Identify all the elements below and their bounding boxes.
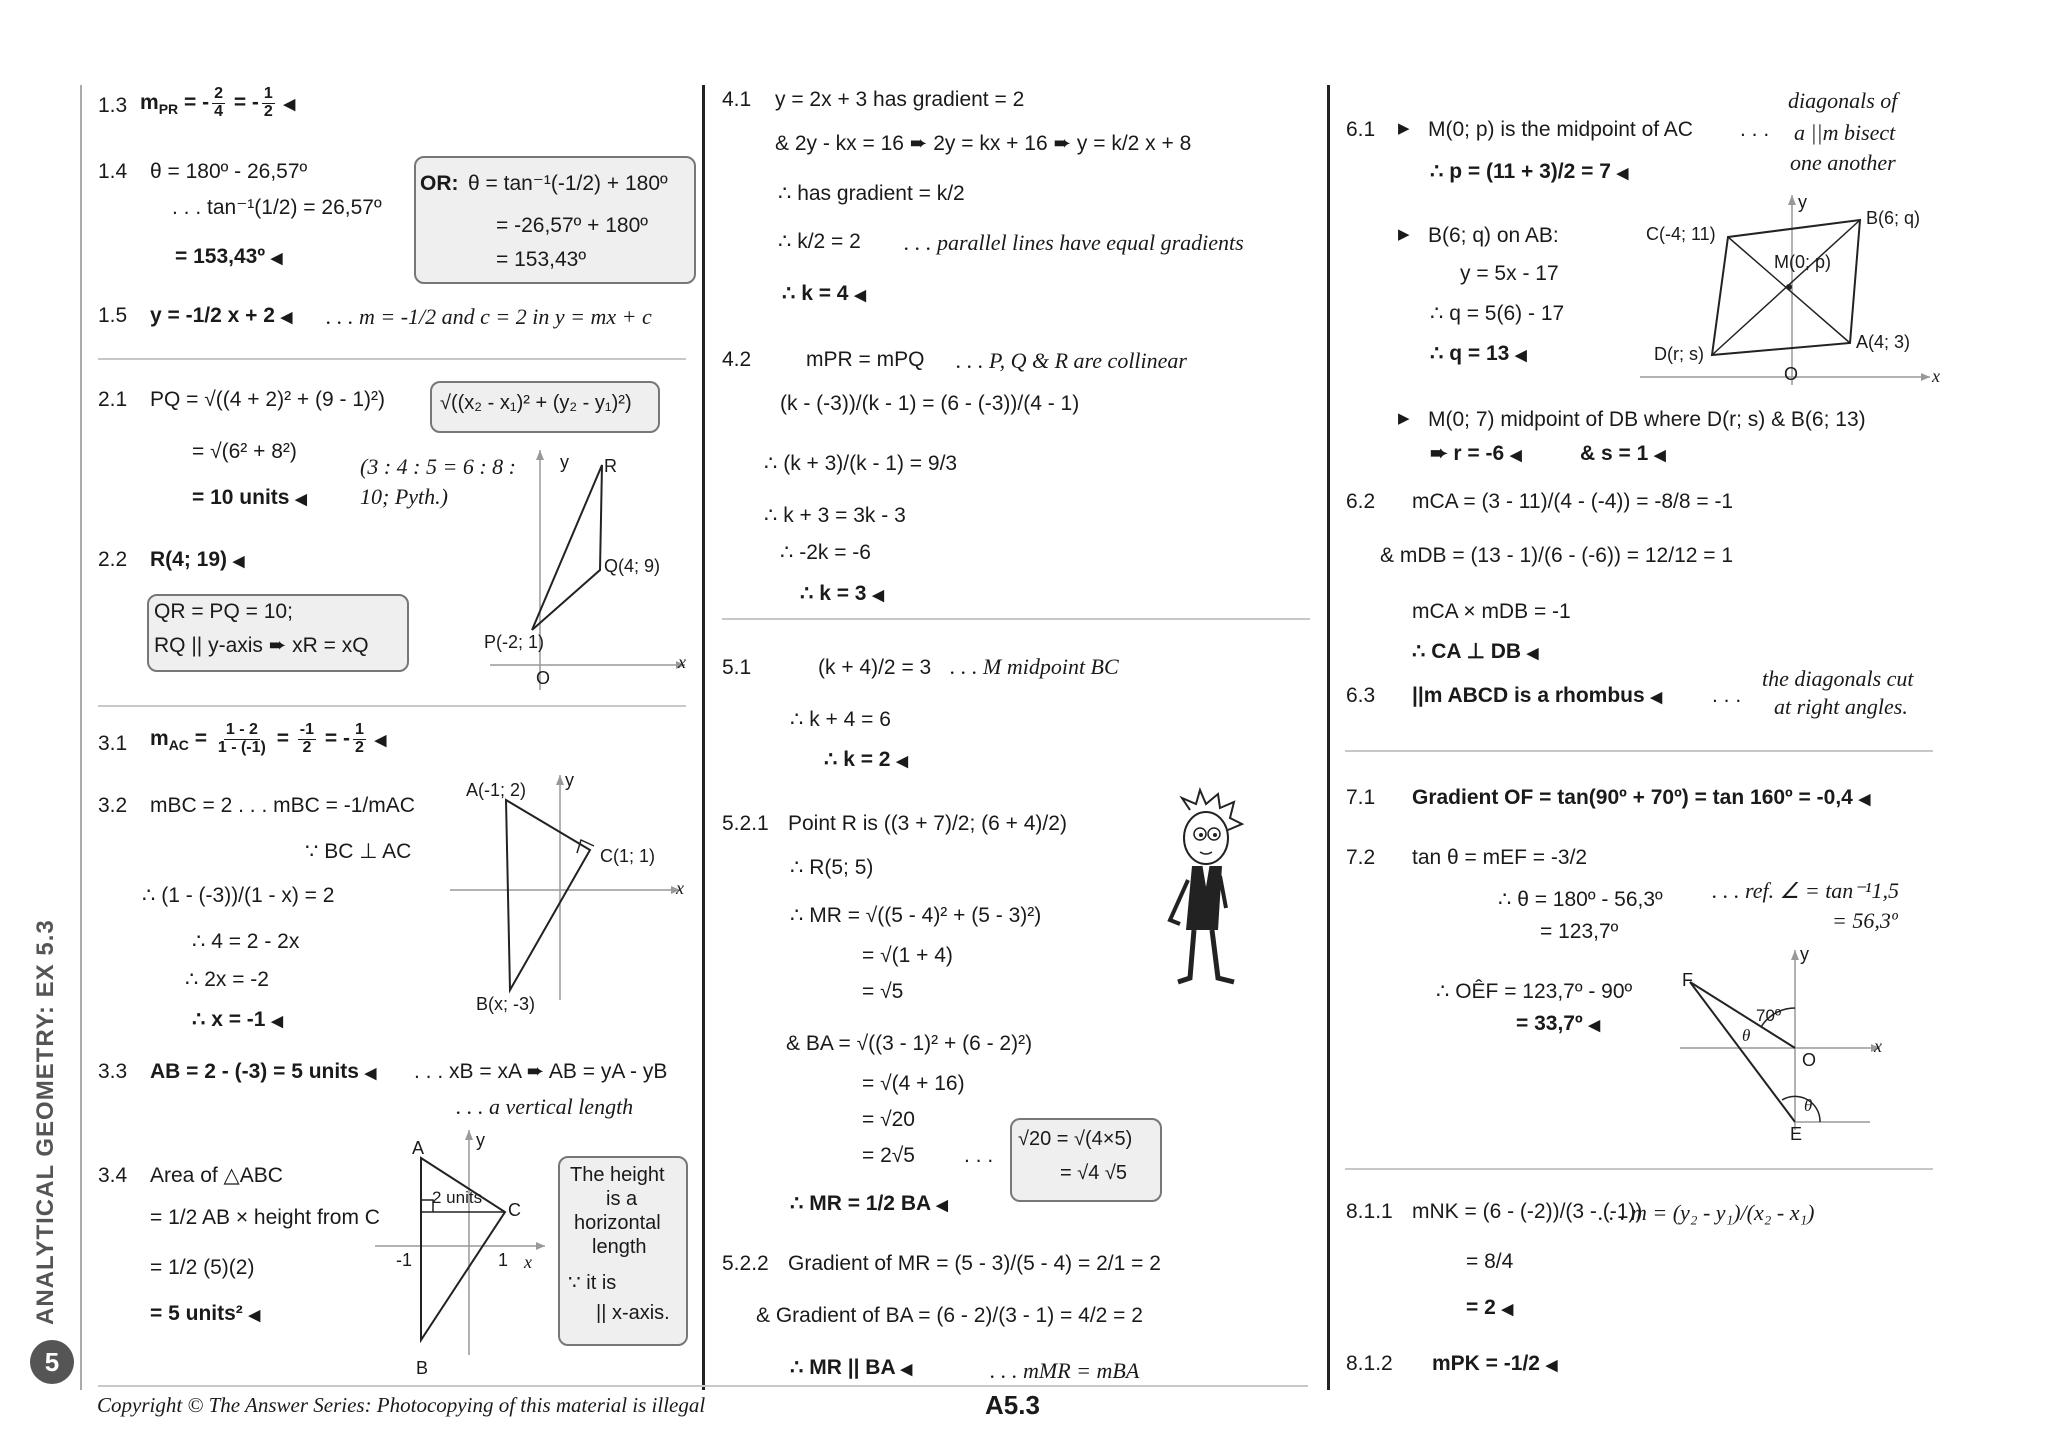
tick-label: 1: [498, 1250, 509, 1270]
working-line: y = 5x - 17: [1460, 262, 1559, 285]
working-line: mPR = mPQ: [806, 348, 925, 371]
working-line: & mDB = (13 - 1)/(6 - (-6)) = 12/12 = 1: [1380, 544, 1734, 567]
q-number: 4.1: [722, 88, 752, 111]
point-label-a: A: [412, 1138, 425, 1158]
axis-label-x: x: [1874, 1036, 1882, 1056]
working-line: = 1/2 (5)(2): [150, 1256, 255, 1279]
working-line: & BA = √((3 - 1)² + (6 - 2)²): [786, 1032, 1033, 1055]
bullet: ▶: [1398, 410, 1410, 427]
answer-line: mPK = -1/2 ◀: [1432, 1352, 1558, 1375]
axis-label-x: x: [678, 652, 686, 672]
point-label-c: C(1; 1): [600, 846, 656, 866]
working-line: ∵ BC ⊥ AC: [305, 840, 412, 863]
q-number: 2.1: [98, 388, 128, 411]
answer-line: AB = 2 - (-3) = 5 units ◀: [150, 1060, 377, 1083]
q-number: 6.1: [1346, 118, 1376, 141]
working-line: mCA × mDB = -1: [1412, 600, 1571, 623]
working-line: = 1/2 AB × height from C: [150, 1206, 380, 1229]
reason-line: QR = PQ = 10;: [154, 600, 293, 623]
working-line: B(6; q) on AB:: [1428, 224, 1559, 247]
working-line: ∴ MR = √((5 - 4)² + (5 - 3)²): [790, 904, 1042, 927]
working-line: = 123,7º: [1540, 920, 1619, 943]
answer-value: R(4; 19): [150, 548, 228, 571]
point-label-b: B: [416, 1358, 429, 1378]
answer-value: ∴ k = 2: [824, 748, 891, 771]
working-line: = -26,57º + 180º: [496, 214, 648, 237]
answer-value: = 10 units: [192, 486, 290, 509]
answer-value: ∴ p = (11 + 3)/2 = 7: [1430, 160, 1611, 183]
working-line: ∴ -2k = -6: [780, 541, 871, 564]
axis-label-x: x: [676, 878, 684, 898]
reason-note: . . . P, Q & R are collinear: [956, 348, 1187, 373]
working-line: = 8/4: [1466, 1250, 1514, 1273]
reason-note: the diagonals cut: [1762, 666, 1914, 691]
q-number: 6.2: [1346, 490, 1376, 513]
answer-value: ∴ MR = 1/2 BA: [790, 1192, 931, 1215]
reason-note: one another: [1790, 150, 1896, 175]
reason-line: ∵ it is: [568, 1272, 617, 1294]
divider: [722, 618, 1310, 620]
angle-label-theta: θ: [1742, 1026, 1751, 1045]
q-number: 1.3: [98, 94, 128, 117]
point-label-c: C(-4; 11): [1646, 224, 1716, 244]
working-line: = √(6² + 8²): [192, 440, 297, 463]
point-label-b: B(6; q): [1866, 208, 1921, 228]
answer-line: ➨ r = -6 ◀: [1430, 442, 1522, 465]
reason-note: diagonals of: [1788, 88, 1898, 113]
working-line: M(0; p) is the midpoint of AC: [1428, 118, 1693, 141]
axis-label-y: y: [1798, 192, 1807, 212]
reason-note: . . . m = (y₂ - y₁)/(x₂ - x₁): [1598, 1200, 1815, 1225]
answer-line: y = -1/2 x + 2 ◀: [150, 304, 293, 327]
answer-line: ∴ k = 4 ◀: [782, 282, 866, 305]
answer-line: = 5 units² ◀: [150, 1302, 261, 1325]
working-line: = √5: [862, 980, 904, 1003]
working-line: mCA = (3 - 11)/(4 - (-4)) = -8/8 = -1: [1412, 490, 1734, 513]
reason-note: a ||m bisect: [1794, 120, 1896, 145]
q-number: 5.2.2: [722, 1252, 769, 1275]
angle-label-70: 70º: [1756, 1006, 1782, 1025]
q-number: 3.1: [98, 732, 128, 755]
answer-line: ∴ k = 3 ◀: [800, 582, 884, 605]
point-label-d: D(r; s): [1654, 344, 1704, 364]
answer-value: = 153,43º: [175, 245, 265, 268]
answer-line: ∴ MR = 1/2 BA ◀: [790, 1192, 948, 1215]
chapter-badge: 5: [30, 1340, 74, 1384]
answer-line: = 2 ◀: [1466, 1296, 1514, 1319]
working-line: ∴ 4 = 2 - 2x: [192, 930, 300, 953]
answer-line: = 33,7º ◀: [1516, 1012, 1601, 1035]
q-number: 6.3: [1346, 684, 1376, 707]
angle-label-theta: θ: [1804, 1096, 1813, 1115]
working-line: θ = tan⁻¹(-1/2) + 180º: [468, 172, 668, 195]
answer-value: ∴ k = 4: [782, 282, 849, 305]
axis-label-y: y: [476, 1130, 485, 1150]
working-line: (k + 4)/2 = 3: [818, 656, 932, 679]
answer-value: ∴ CA ⊥ DB: [1412, 640, 1522, 663]
answer-line: & s = 1 ◀: [1580, 442, 1666, 465]
axis-label-x: x: [524, 1252, 532, 1272]
point-label-c: C: [508, 1200, 521, 1220]
point-label-b: B(x; -3): [476, 994, 536, 1014]
answer-line: R(4; 19) ◀: [150, 548, 245, 571]
reason-note: (3 : 4 : 5 = 6 : 8 : 10; Pyth.): [360, 454, 516, 509]
height-label: 2 units: [432, 1188, 483, 1207]
triangle-abc-diagram: [450, 770, 690, 1020]
working-line: ∴ R(5; 5): [790, 856, 874, 879]
origin-label: O: [1784, 364, 1799, 384]
column-divider-1: [702, 85, 705, 1390]
divider: [1345, 1168, 1933, 1170]
answer-value: ∴ x = -1: [192, 1008, 266, 1031]
answer-value: ➨ r = -6: [1430, 442, 1505, 465]
axis-label-y: y: [1800, 944, 1809, 964]
reason-line: || x-axis.: [596, 1302, 670, 1324]
reason-note: . . . a vertical length: [456, 1094, 634, 1119]
page-number: A5.3: [985, 1390, 1040, 1420]
answer-line: Gradient OF = tan(90º + 70º) = tan 160º = -0,4 ◀: [1412, 786, 1871, 809]
q-number: 1.5: [98, 304, 128, 327]
bullet: ▶: [1398, 120, 1410, 137]
distance-formula: √((x₂ - x₁)² + (y₂ - y₁)²): [440, 392, 632, 414]
divider: [98, 705, 686, 707]
point-label-a: A(-1; 2): [466, 780, 527, 800]
answer-value: Gradient OF = tan(90º + 70º) = tan 160º = -0,4: [1412, 786, 1853, 809]
working-line: = √(4 + 16): [862, 1072, 965, 1095]
working-line: ∴ has gradient = k/2: [778, 182, 965, 205]
answer-value: mPK = -1/2: [1432, 1352, 1540, 1375]
origin-label: O: [536, 668, 551, 688]
answer-value: AB = 2 - (-3) = 5 units: [150, 1060, 359, 1083]
reason-note: . . . m = -1/2 and c = 2 in y = mx + c: [326, 304, 652, 329]
answer-line: ∴ q = 13 ◀: [1430, 342, 1527, 365]
working-line: PQ = √((4 + 2)² + (9 - 1)²): [150, 388, 385, 411]
point-label-e: E: [1790, 1124, 1803, 1144]
point-label-q: Q(4; 9): [604, 556, 661, 576]
point-label-f: F: [1682, 970, 1693, 990]
axis-label-y: y: [560, 452, 569, 472]
reason-note: . . . xB = xA ➨ AB = yA - yB: [414, 1060, 668, 1083]
working-line: M(0; 7) midpoint of DB where D(r; s) & B(6; 13): [1428, 408, 1866, 431]
answer-value: = 33,7º: [1516, 1012, 1583, 1035]
working-line: . . . tan⁻¹(1/2) = 26,57º: [172, 196, 382, 219]
reason-note: . . .: [1712, 684, 1742, 707]
axis-label-x: x: [1932, 366, 1940, 386]
point-label-a: A(4; 3): [1856, 332, 1911, 352]
working-line: ∴ OÊF = 123,7º - 90º: [1436, 980, 1633, 1003]
answer-value: ||m ABCD is a rhombus: [1412, 684, 1645, 707]
left-margin-rule: [80, 85, 82, 1390]
q-number: 1.4: [98, 160, 128, 183]
surd-line: √20 = √(4×5): [1018, 1128, 1133, 1150]
answer-line: $m_{PR}$ = - $\frac{2}{4}$ = - $\frac{1}{2}$ ◀: [140, 85, 296, 120]
triangle-area-diagram: [375, 1130, 555, 1360]
bullet: ▶: [1398, 226, 1410, 243]
working-line: & Gradient of BA = (6 - 2)/(3 - 1) = 4/2 = 2: [756, 1304, 1143, 1327]
answer-value: & s = 1: [1580, 442, 1649, 465]
reason-line: The height: [570, 1164, 665, 1186]
answer-value: ∴ k = 3: [800, 582, 867, 605]
working-line: ∴ (k + 3)/(k - 1) = 9/3: [764, 452, 958, 475]
working-line: ∴ θ = 180º - 56,3º: [1498, 888, 1663, 911]
working-line: = 2√5: [862, 1144, 915, 1167]
reason-note: at right angles.: [1774, 694, 1908, 719]
q-number: 5.1: [722, 656, 752, 679]
working-line: tan θ = mEF = -3/2: [1412, 846, 1588, 869]
answer-value: = 2: [1466, 1296, 1496, 1319]
q-number: 3.3: [98, 1060, 128, 1083]
working-line: = 153,43º: [496, 248, 586, 271]
answer-line: ||m ABCD is a rhombus ◀: [1412, 684, 1663, 707]
point-label-r: R: [604, 456, 617, 476]
q-number: 3.2: [98, 794, 128, 817]
answer-line: $m_{AC}$ = $\frac{1 - 2}{1 - (-1)}$ = $\frac{-1}{2}$ = - $\frac{1}{2}$ ◀: [150, 721, 387, 756]
reason-note: . . . M midpoint BC: [950, 654, 1119, 679]
working-line: ∴ k/2 = 2: [778, 230, 861, 253]
q-number: 3.4: [98, 1164, 128, 1187]
working-line: ∴ 2x = -2: [185, 968, 269, 991]
answer-line: ∴ p = (11 + 3)/2 = 7 ◀: [1430, 160, 1629, 183]
answer-line: = 10 units ◀: [192, 486, 307, 509]
q-number: 2.2: [98, 548, 128, 571]
surd-line: = √4 √5: [1060, 1162, 1127, 1184]
working-line: Area of △ABC: [150, 1164, 283, 1187]
copyright-notice: Copyright © The Answer Series: Photocopying of this material is illegal: [97, 1393, 706, 1417]
answer-value: = 5 units²: [150, 1302, 243, 1325]
working-line: ∴ (1 - (-3))/(1 - x) = 2: [142, 884, 335, 907]
working-line: ∴ q = 5(6) - 17: [1430, 302, 1565, 325]
triangle-pqr-diagram: [470, 450, 700, 690]
sidebar-title: ANALYTICAL GEOMETRY: EX 5.3: [32, 919, 59, 1325]
working-line: = √(1 + 4): [862, 944, 953, 967]
reason-note: . . . mMR = mBA: [990, 1358, 1140, 1383]
reason-line: RQ || y-axis ➨ xR = xQ: [154, 634, 369, 657]
reason-line: length: [592, 1236, 647, 1258]
working-line: mNK = (6 - (-2))/(3 - (-1)): [1412, 1200, 1643, 1223]
q-number: 8.1.1: [1346, 1200, 1393, 1223]
answer-value: ∴ q = 13: [1430, 342, 1510, 365]
answer-value: ∴ MR || BA: [790, 1356, 895, 1379]
q-number: 7.1: [1346, 786, 1376, 809]
working-line: y = 2x + 3 has gradient = 2: [775, 88, 1025, 111]
tick-label: -1: [396, 1250, 413, 1270]
point-label-m: M(0; p): [1774, 252, 1832, 272]
angle-diagram: [1680, 950, 1890, 1130]
reason-line: horizontal: [574, 1212, 661, 1234]
q-number: 8.1.2: [1346, 1352, 1393, 1375]
axis-label-y: y: [565, 770, 574, 790]
working-line: ∴ k + 3 = 3k - 3: [764, 504, 906, 527]
answer-line: ∴ CA ⊥ DB ◀: [1412, 640, 1539, 663]
reason-note: . . .: [1740, 118, 1770, 141]
reason-note: . . .: [964, 1144, 994, 1167]
answer-value: y = -1/2 x + 2: [150, 304, 275, 327]
answer-line: ∴ MR || BA ◀: [790, 1356, 913, 1379]
or-label: OR:: [420, 172, 459, 195]
cartoon-professor-illustration: [1160, 790, 1260, 990]
point-label-p: P(-2; 1): [484, 632, 545, 652]
divider: [98, 358, 686, 360]
reason-note: . . . ref. ∠ = tan⁻¹1,5: [1712, 878, 1900, 903]
answer-line: ∴ k = 2 ◀: [824, 748, 908, 771]
answer-line: ∴ x = -1 ◀: [192, 1008, 283, 1031]
divider: [1345, 750, 1933, 752]
reason-line: is a: [606, 1188, 638, 1210]
working-line: ∴ k + 4 = 6: [790, 708, 891, 731]
footer-rule: [98, 1385, 1308, 1387]
working-line: (k - (-3))/(k - 1) = (6 - (-3))/(4 - 1): [780, 392, 1080, 415]
reason-note: . . . parallel lines have equal gradients: [904, 230, 1244, 255]
working-line: θ = 180º - 26,57º: [150, 160, 308, 183]
reason-note: = 56,3º: [1832, 908, 1898, 933]
origin-label: O: [1802, 1050, 1817, 1070]
answer-line: = 153,43º ◀: [175, 245, 283, 268]
working-line: Gradient of MR = (5 - 3)/(5 - 4) = 2/1 = 2: [788, 1252, 1161, 1275]
working-line: mBC = 2 . . . mBC = -1/mAC: [150, 794, 415, 817]
q-number: 4.2: [722, 348, 752, 371]
working-line: & 2y - kx = 16 ➨ 2y = kx + 16 ➨ y = k/2 x + 8: [775, 132, 1192, 155]
working-line: Point R is ((3 + 7)/2; (6 + 4)/2): [788, 812, 1067, 835]
q-number: 5.2.1: [722, 812, 769, 835]
column-divider-2: [1327, 85, 1330, 1390]
working-line: = √20: [862, 1108, 915, 1131]
q-number: 7.2: [1346, 846, 1376, 869]
